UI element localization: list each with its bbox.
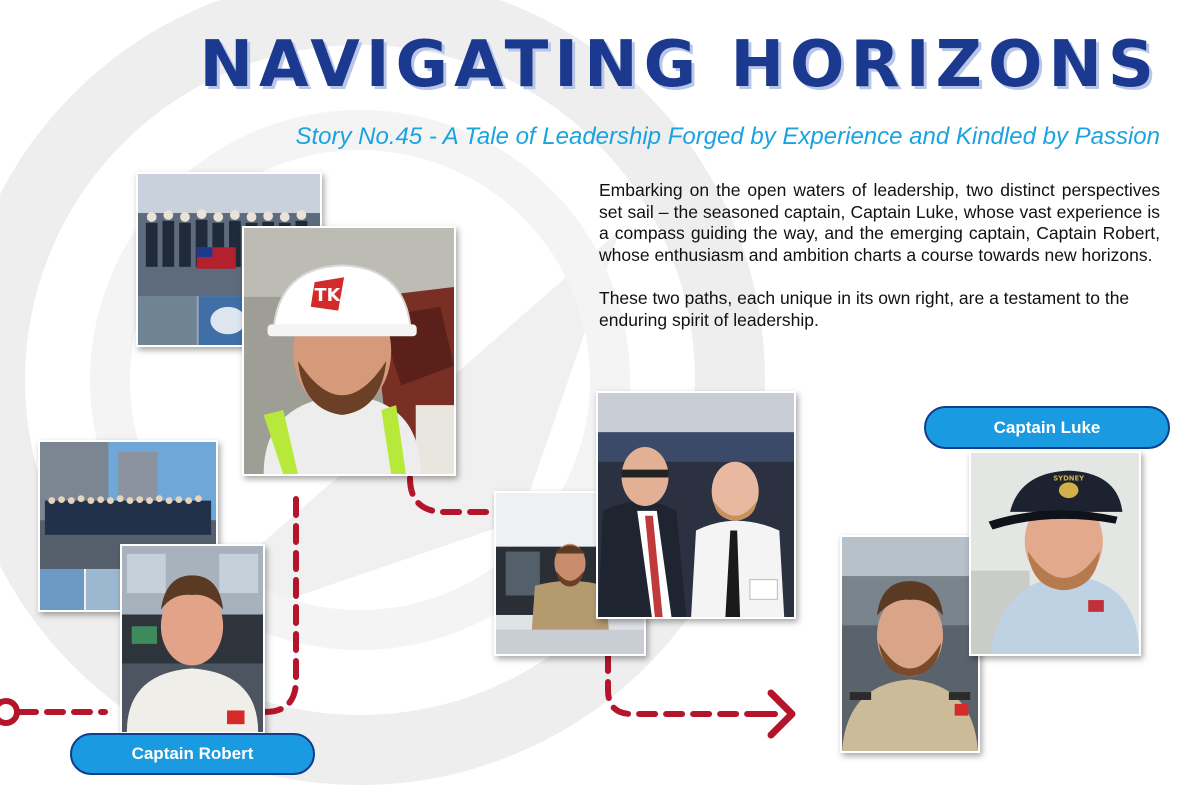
robert-hardhat-photo bbox=[242, 226, 456, 476]
hat-badge-text: SYDNEY bbox=[1053, 474, 1085, 483]
tk-logo-text: TK bbox=[314, 285, 341, 306]
event-officers-photo bbox=[596, 391, 796, 619]
robert-bridge-photo bbox=[120, 544, 265, 734]
intro-text bbox=[599, 180, 1160, 331]
intro-paragraph-1: Embarking on the open waters of leadership, two distinct perspectives set sail – the seasoned captain, Captain Luke, whose vast experience is a compass guiding the way, and the emerging captain, Captain Robert, whose enthusiasm and ambition charts a course towards new horizons. bbox=[599, 180, 1160, 265]
luke-bridge-photo bbox=[840, 535, 980, 753]
captain-luke-label: Captain Luke bbox=[924, 406, 1170, 449]
intro-paragraph-2: These two paths, each unique in its own right, are a testament to the enduring spirit of leadership. bbox=[599, 288, 1130, 330]
captain-robert-label: Captain Robert bbox=[70, 733, 315, 775]
page-title: NAVIGATING HORIZONS bbox=[199, 28, 1160, 102]
luke-navy-photo bbox=[969, 451, 1141, 656]
page-subtitle: Story No.45 - A Tale of Leadership Forged by Experience and Kindled by Passion bbox=[295, 123, 1160, 150]
